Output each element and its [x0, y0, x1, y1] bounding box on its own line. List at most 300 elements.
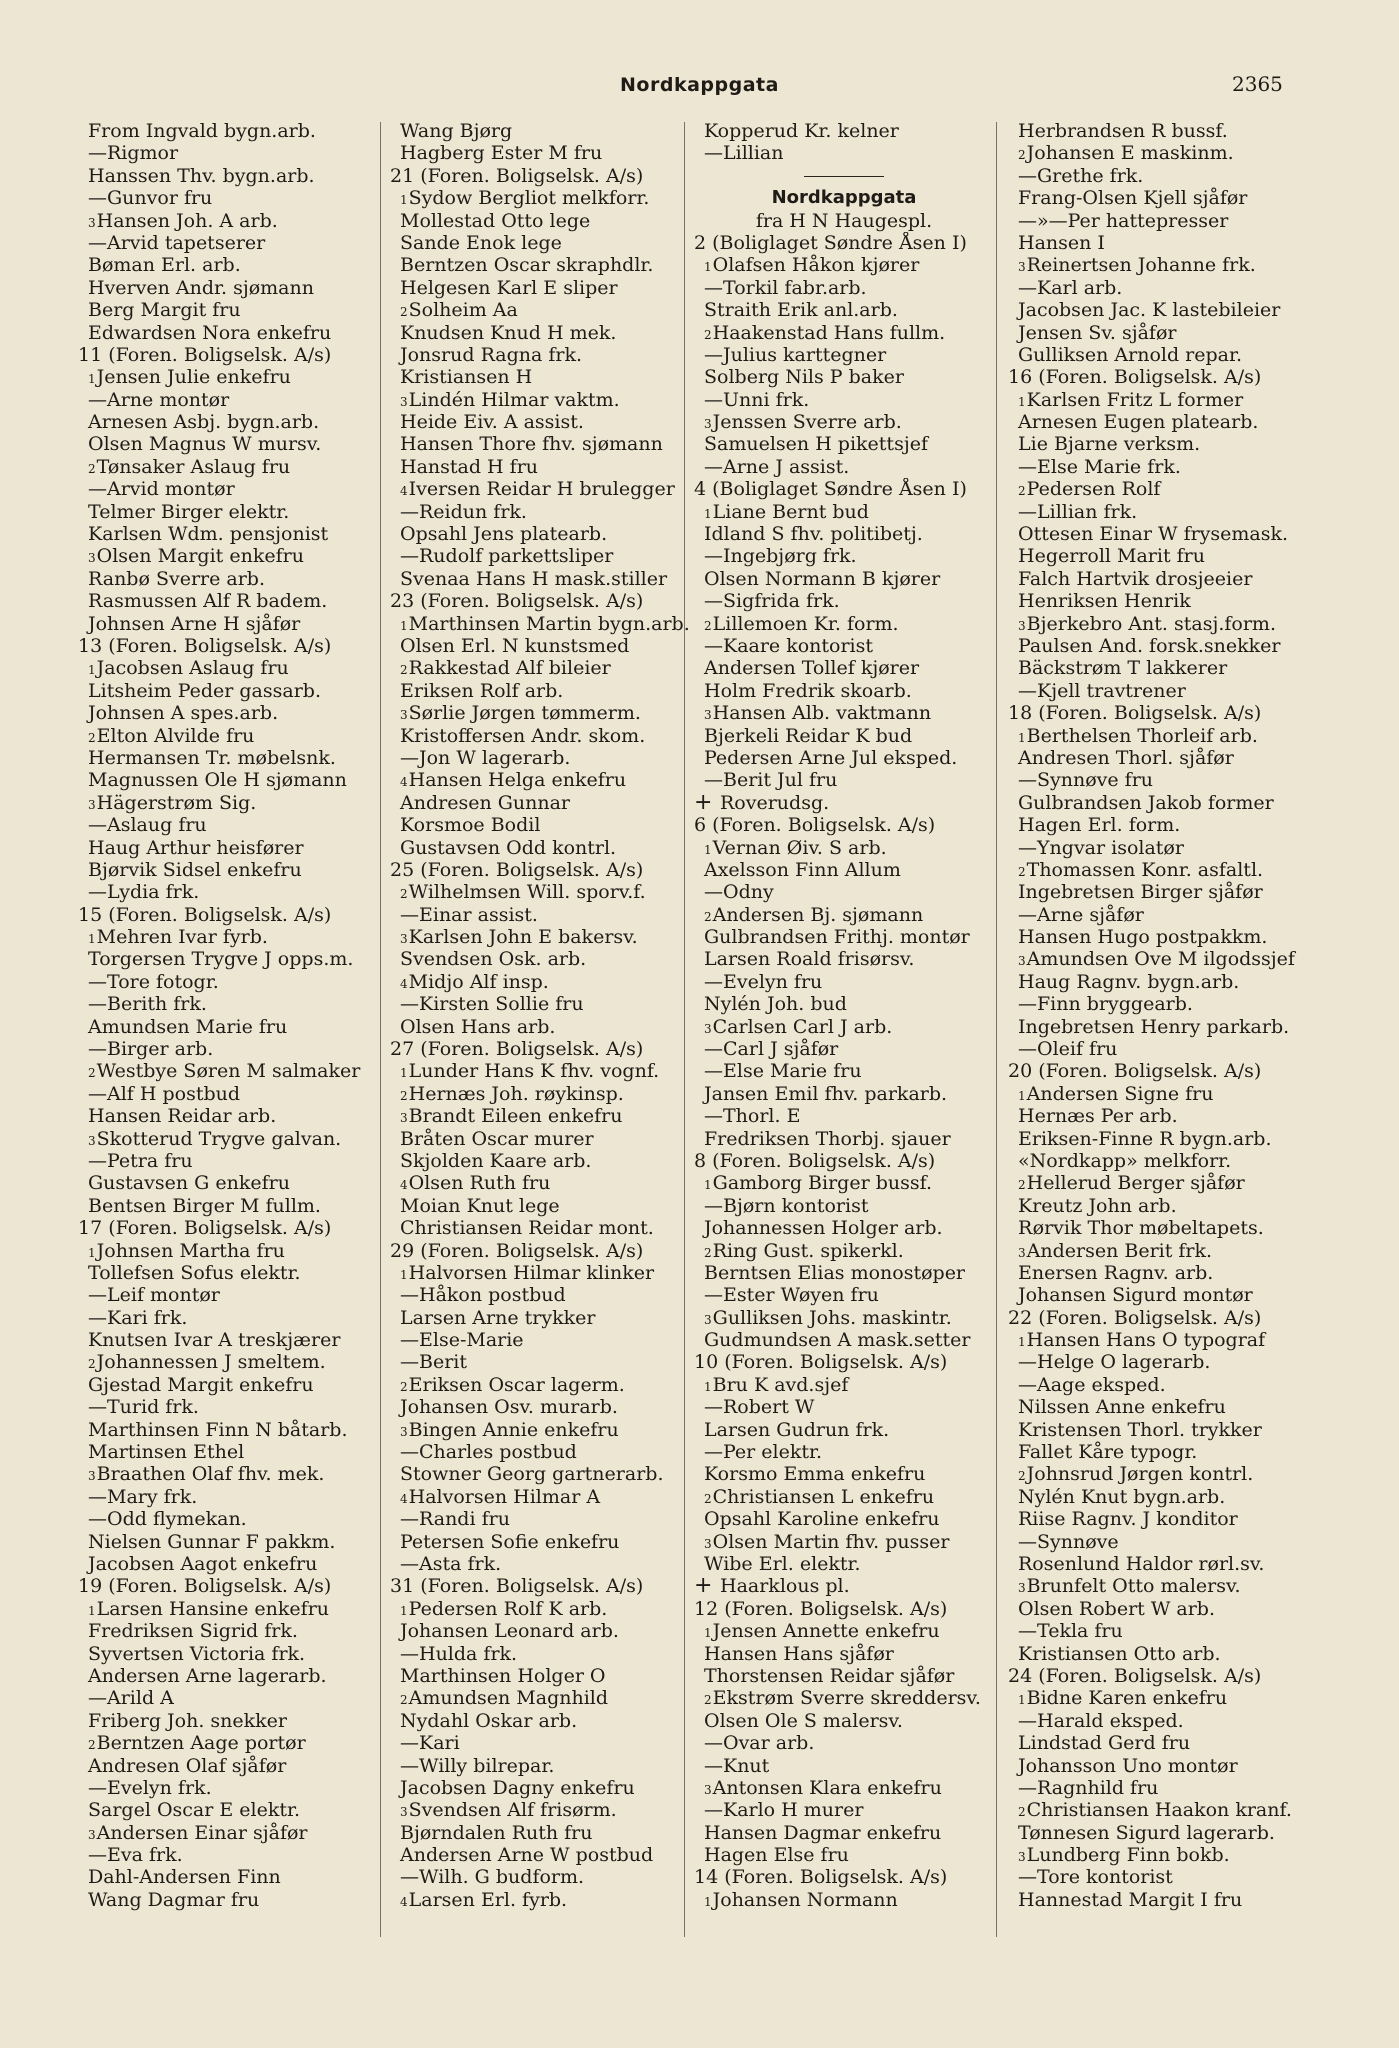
entry-text: —Hulda frk.: [400, 1642, 518, 1665]
entry-text: —Julius karttegner: [704, 343, 887, 366]
entry-text: —Rigmor: [88, 142, 179, 165]
resident-entry: 1 Bidne Karen enkefru: [1018, 1687, 1228, 1710]
entry-text: Gudmundsen A mask.setter: [704, 1329, 971, 1352]
entry-text: Halvorsen Hilmar klinker: [408, 1261, 655, 1284]
resident-entry: 1 Marthinsen Martin bygn.arb.: [400, 612, 690, 635]
resident-entry: [1008, 1105, 1308, 1127]
entry-text: —Grethe frk.: [1018, 164, 1144, 187]
house-entry: [694, 1150, 994, 1172]
house-entry: [78, 1217, 378, 1239]
entry-text: —Alf H postbud: [88, 1082, 241, 1105]
resident-entry: [78, 1419, 378, 1441]
entry-text: Pedersen Arne Jul eksped.: [704, 746, 958, 769]
entry-text: Bingen Annie enkefru: [408, 1418, 619, 1441]
entry-text: —Yngvar isolatør: [1018, 836, 1184, 859]
entry-text: From Ingvald bygn.arb.: [88, 120, 316, 142]
resident-entry: [390, 1508, 690, 1530]
resident-entry: [1008, 568, 1308, 590]
entry-text: —Arne sjåfør: [1018, 903, 1144, 926]
entry-text: —»—Per hattepresser: [1018, 209, 1229, 232]
house-entry: [390, 590, 690, 612]
resident-entry: [1008, 792, 1308, 814]
entry-text: —Turid frk.: [88, 1396, 199, 1419]
entry-text: Herbrandsen R bussf.: [1018, 120, 1228, 142]
resident-entry: [1008, 165, 1308, 187]
resident-entry: [390, 142, 690, 164]
entry-text: Stowner Georg gartnerarb.: [400, 1463, 664, 1486]
resident-entry: 3 Hägerstrøm Sig.: [88, 791, 257, 814]
resident-entry: 4 Midjo Alf insp.: [400, 970, 549, 993]
entry-text: Larsen Hansine enkefru: [96, 1597, 330, 1620]
resident-entry: 2 Pedersen Rolf: [1018, 478, 1161, 501]
resident-entry: [78, 1777, 378, 1799]
entry-text: Axelsson Finn Allum: [704, 858, 901, 881]
entry-text: Haug Ragnv. bygn.arb.: [1018, 970, 1240, 993]
resident-entry: [390, 1822, 690, 1844]
resident-entry: 3 Carlsen Carl J arb.: [704, 1015, 893, 1038]
resident-entry: 2 Berntzen Aage portør: [88, 1732, 306, 1755]
entry-text: Ring Gust. spikerkl.: [712, 1239, 904, 1262]
entry-text: Lie Bjarne verksm.: [1018, 433, 1201, 456]
resident-entry: [390, 1643, 690, 1665]
entry-text: —Wilh. G budform.: [400, 1866, 585, 1889]
resident-entry: [390, 680, 690, 702]
entry-text: —Petra fru: [88, 1149, 193, 1172]
entry-text: Petersen Sofie enkefru: [400, 1530, 620, 1553]
resident-entry: [390, 433, 690, 455]
entry-text: Bøman Erl. arb.: [88, 254, 241, 277]
resident-entry: [1008, 1643, 1308, 1665]
house-entry: [390, 1240, 690, 1262]
resident-entry: [1008, 501, 1308, 523]
resident-entry: [694, 1396, 994, 1418]
entry-text: —Tore fotogr.: [88, 970, 219, 993]
resident-entry: [390, 1844, 690, 1866]
resident-entry: 1 Vernan Øiv. S arb.: [704, 836, 887, 859]
entry-text: Elton Alvilde fru: [96, 724, 255, 747]
entry-text: Knudsen Knud H mek.: [400, 321, 617, 344]
entry-text: Bentsen Birger M fullm.: [88, 1194, 321, 1217]
resident-entry: [390, 1351, 690, 1373]
entry-text: Gulliksen Johs. maskintr.: [712, 1306, 952, 1329]
resident-entry: 2 Rakkestad Alf bileier: [400, 657, 611, 680]
resident-entry: [78, 501, 378, 523]
resident-entry: [694, 971, 994, 993]
resident-entry: 1 Olafsen Håkon kjører: [704, 254, 920, 277]
resident-entry: [1008, 1822, 1308, 1844]
resident-entry: [694, 881, 994, 903]
entry-text: 22 (Foren. Boligselsk. A/s): [1008, 1306, 1262, 1329]
resident-entry: [1008, 1508, 1308, 1530]
entry-text: Fredriksen Thorbj. sjauer: [704, 1127, 951, 1150]
resident-entry: [390, 1665, 690, 1687]
resident-entry: [78, 232, 378, 254]
resident-entry: 3 Amundsen Ove M ilgodssjef: [1018, 948, 1295, 971]
entry-text: Wilhelmsen Will. sporv.f.: [408, 881, 646, 904]
resident-entry: 3 Hansen Joh. A arb.: [88, 209, 278, 232]
resident-entry: [390, 948, 690, 970]
entry-text: —Kjell travtrener: [1018, 679, 1186, 702]
entry-text: Iversen Reidar H brulegger: [408, 478, 675, 501]
resident-entry: [694, 120, 994, 142]
resident-entry: [1008, 1195, 1308, 1217]
entry-text: Larsen Arne trykker: [400, 1306, 596, 1329]
entry-text: Olsen Normann B kjører: [704, 567, 941, 590]
resident-entry: [1008, 1374, 1308, 1396]
entry-text: Friberg Joh. snekker: [88, 1709, 287, 1732]
entry-text: Nydahl Oskar arb.: [400, 1709, 578, 1732]
entry-text: Berntsen Elias monostøper: [704, 1261, 966, 1284]
entry-text: Henriksen Henrik: [1018, 590, 1191, 613]
entry-text: —Arne J assist.: [704, 455, 850, 478]
entry-text: 16 (Foren. Boligselsk. A/s): [1008, 366, 1262, 389]
entry-text: Olafsen Håkon kjører: [712, 254, 920, 277]
entry-text: 8 (Foren. Boligselsk. A/s): [694, 1149, 936, 1172]
entry-text: —Rudolf parkettsliper: [400, 545, 614, 568]
resident-entry: [390, 501, 690, 523]
resident-entry: [694, 366, 994, 388]
entry-text: —Thorl. E: [704, 1105, 801, 1128]
entry-text: 10 (Foren. Boligselsk. A/s): [694, 1351, 948, 1374]
resident-entry: 3 Brandt Eileen enkefru: [400, 1105, 623, 1128]
entry-text: Solberg Nils P baker: [704, 366, 904, 389]
entry-text: 27 (Foren. Boligselsk. A/s): [390, 1038, 644, 1061]
resident-entry: [1008, 1755, 1308, 1777]
cross-street-marker: [694, 792, 994, 814]
resident-entry: [390, 635, 690, 657]
entry-text: Hansen Hans O typograf: [1026, 1329, 1266, 1352]
entry-text: Marthinsen Martin bygn.arb.: [408, 612, 690, 635]
resident-entry: [390, 1866, 690, 1888]
entry-text: —Kari: [400, 1732, 460, 1755]
entry-text: Hanssen Thv. bygn.arb.: [88, 164, 315, 187]
resident-entry: [1008, 1866, 1308, 1888]
entry-text: —Oleif fru: [1018, 1038, 1118, 1061]
resident-entry: [694, 725, 994, 747]
resident-entry: [1008, 1284, 1308, 1306]
entry-text: —Jon W lagerarb.: [400, 746, 571, 769]
resident-entry: 3 Andersen Einar sjåfør: [88, 1821, 308, 1844]
resident-entry: [1008, 1598, 1308, 1620]
entry-text: Jansen Emil fhv. parkarb.: [704, 1082, 948, 1105]
resident-entry: [78, 568, 378, 590]
entry-text: Karlsen John E bakersv.: [408, 926, 638, 949]
resident-entry: 1 Lunder Hans K fhv. vognf.: [400, 1060, 660, 1083]
entry-text: Hansen Reidar arb.: [88, 1105, 277, 1128]
resident-entry: [390, 1217, 690, 1239]
resident-entry: [1008, 322, 1308, 344]
entry-text: Kristensen Thorl. trykker: [1018, 1418, 1262, 1441]
resident-entry: [78, 859, 378, 881]
resident-entry: 2 Johannessen J smeltem.: [88, 1351, 326, 1374]
resident-entry: [1008, 926, 1308, 948]
entry-text: Nylén Knut bygn.arb.: [1018, 1485, 1226, 1508]
entry-text: —Berith frk.: [88, 993, 207, 1016]
resident-entry: [694, 389, 994, 411]
resident-entry: [78, 1374, 378, 1396]
entry-text: —Else Marie fru: [704, 1060, 862, 1083]
resident-entry: [78, 1508, 378, 1530]
entry-text: Marthinsen Finn N båtarb.: [88, 1418, 348, 1441]
entry-text: Jensen Sv. sjåfør: [1018, 321, 1177, 344]
resident-entry: [1008, 680, 1308, 702]
entry-text: Hansen Joh. A arb.: [96, 209, 278, 232]
entry-text: Lundberg Finn bokb.: [1026, 1844, 1230, 1867]
house-entry: [390, 165, 690, 187]
resident-entry: [694, 456, 994, 478]
resident-entry: [78, 1083, 378, 1105]
resident-entry: [694, 1262, 994, 1284]
entry-text: Haakenstad Hans fullm.: [712, 321, 946, 344]
resident-entry: 4 Olsen Ruth fru: [400, 1172, 551, 1195]
resident-entry: 1 Halvorsen Hilmar klinker: [400, 1261, 655, 1284]
resident-entry: [1008, 120, 1308, 142]
entry-text: Mehren Ivar fyrb.: [96, 926, 268, 949]
resident-entry: [78, 1150, 378, 1172]
entry-text: —Mary frk.: [88, 1485, 198, 1508]
resident-entry: 2 Tønsaker Aslaug fru: [88, 455, 291, 478]
entry-text: Karlsen Fritz L former: [1026, 388, 1244, 411]
entry-text: Christiansen Reidar mont.: [400, 1217, 654, 1240]
entry-text: —Robert W: [704, 1396, 815, 1419]
house-entry: [694, 814, 994, 836]
entry-text: 31 (Foren. Boligselsk. A/s): [390, 1575, 644, 1598]
entry-text: Hagen Erl. form.: [1018, 814, 1181, 837]
resident-entry: [694, 1284, 994, 1306]
house-entry: [78, 635, 378, 657]
resident-entry: 3 Bjerkebro Ant. stasj.form.: [1018, 612, 1276, 635]
entry-text: —Arild A: [88, 1687, 174, 1710]
entry-text: Hverven Andr. sjømann: [88, 276, 314, 299]
entry-text: Tollefsen Sofus elektr.: [88, 1261, 301, 1284]
resident-entry: [78, 277, 378, 299]
entry-text: 15 (Foren. Boligselsk. A/s): [78, 903, 332, 926]
resident-entry: [78, 1329, 378, 1351]
resident-entry: 2 Eriksen Oscar lagerm.: [400, 1373, 625, 1396]
entry-text: Andersen Bj. sjømann: [712, 903, 924, 926]
entry-text: Straith Erik anl.arb.: [704, 299, 898, 322]
entry-text: —Randi fru: [400, 1508, 510, 1531]
entry-text: Andresen Thorl. sjåfør: [1018, 746, 1234, 769]
resident-entry: [1008, 747, 1308, 769]
entry-text: Jensen Julie enkefru: [96, 366, 291, 389]
page-header: [0, 74, 1399, 108]
entry-text: Olsen Ruth fru: [408, 1172, 551, 1195]
entry-text: Andersen Arne W postbud: [400, 1844, 654, 1867]
street-heading: [694, 187, 994, 209]
resident-entry: [1008, 1710, 1308, 1732]
entry-text: Sande Enok lege: [400, 231, 562, 254]
resident-entry: 2 Johnsrud Jørgen kontrl.: [1018, 1463, 1254, 1486]
entry-text: —Lydia frk.: [88, 881, 200, 904]
entry-text: —Helge O lagerarb.: [1018, 1351, 1211, 1374]
entry-text: —Lillian: [704, 142, 784, 165]
resident-entry: [1008, 837, 1308, 859]
entry-text: Hannestad Margit I fru: [1018, 1888, 1243, 1911]
resident-entry: [390, 904, 690, 926]
resident-entry: [78, 680, 378, 702]
resident-entry: [78, 1016, 378, 1038]
entry-text: Jacobsen Dagny enkefru: [400, 1776, 635, 1799]
entry-text: —Odny: [704, 881, 774, 904]
resident-entry: [1008, 1351, 1308, 1373]
resident-entry: 3 Braathen Olaf fhv. mek.: [88, 1463, 325, 1486]
resident-entry: [78, 1172, 378, 1194]
resident-entry: 2 Andersen Bj. sjømann: [704, 903, 924, 926]
resident-entry: [1008, 1732, 1308, 1754]
resident-entry: [390, 254, 690, 276]
resident-entry: 2 Christiansen L enkefru: [704, 1485, 935, 1508]
entry-text: Reinertsen Johanne frk.: [1026, 254, 1256, 277]
resident-entry: 2 Ekstrøm Sverre skreddersv.: [704, 1687, 981, 1710]
entry-text: —Tore kontorist: [1018, 1866, 1173, 1889]
entry-text: 14 (Foren. Boligselsk. A/s): [694, 1866, 948, 1889]
resident-entry: [390, 545, 690, 567]
house-entry: [390, 1038, 690, 1060]
entry-text: Andersen Arne lagerarb.: [88, 1664, 327, 1687]
resident-entry: [1008, 1553, 1308, 1575]
entry-text: Lindstad Gerd fru: [1018, 1732, 1191, 1755]
resident-entry: [390, 344, 690, 366]
resident-entry: [78, 971, 378, 993]
page-number: 2365: [1232, 72, 1283, 96]
entry-text: Bjørndalen Ruth fru: [400, 1821, 593, 1844]
entry-text: Skjolden Kaare arb.: [400, 1149, 592, 1172]
entry-text: Holm Fredrik skoarb.: [704, 679, 912, 702]
entry-text: Johnsen Arne H sjåfør: [88, 612, 301, 635]
entry-text: Hansen Hugo postpakkm.: [1018, 926, 1268, 949]
entry-text: Nordkappgata: [771, 187, 917, 209]
resident-entry: [694, 1799, 994, 1821]
resident-entry: [1008, 523, 1308, 545]
resident-entry: [390, 1531, 690, 1553]
resident-entry: 1 Gamborg Birger bussf.: [704, 1172, 932, 1195]
resident-entry: [390, 1441, 690, 1463]
entry-text: Larsen Gudrun frk.: [704, 1418, 890, 1441]
entry-text: Johansen Osv. murarb.: [400, 1396, 618, 1419]
entry-text: Haarklous pl.: [720, 1575, 850, 1598]
entry-text: Jacobsen Jac. K lastebileier: [1018, 299, 1281, 322]
resident-entry: 1 Jensen Annette enkefru: [704, 1620, 940, 1643]
resident-entry: [694, 1508, 994, 1530]
resident-entry: [78, 433, 378, 455]
resident-entry: 3 Skotterud Trygve galvan.: [88, 1127, 342, 1150]
resident-entry: [78, 1396, 378, 1418]
entry-text: Olsen Ole S malersv.: [704, 1709, 903, 1732]
entry-text: Nilssen Anne enkefru: [1018, 1396, 1226, 1419]
resident-entry: [694, 680, 994, 702]
entry-text: Tønsaker Aslaug fru: [96, 455, 291, 478]
entry-text: —Harald eksped.: [1018, 1709, 1184, 1732]
resident-entry: [1008, 590, 1308, 612]
resident-entry: [78, 1710, 378, 1732]
resident-entry: [390, 993, 690, 1015]
entry-text: Berg Margit fru: [88, 299, 241, 322]
directory-column-3: [694, 120, 994, 1911]
entry-text: —Else-Marie: [400, 1329, 524, 1352]
entry-text: Bråten Oscar murer: [400, 1127, 594, 1150]
resident-entry: [78, 1620, 378, 1642]
entry-text: —Ingebjørg frk.: [704, 545, 857, 568]
entry-text: Helgesen Karl E sliper: [400, 276, 618, 299]
resident-entry: [1008, 1441, 1308, 1463]
resident-entry: [1008, 232, 1308, 254]
entry-text: Gulliksen Arnold repar.: [1018, 343, 1243, 366]
resident-entry: 3 Brunfelt Otto malersv.: [1018, 1575, 1241, 1598]
resident-entry: [390, 814, 690, 836]
resident-entry: [694, 1083, 994, 1105]
resident-entry: 3 Andersen Berit frk.: [1018, 1239, 1213, 1262]
resident-entry: 3 Svendsen Alf frisørm.: [400, 1799, 617, 1822]
street-start-note: [694, 210, 994, 232]
resident-entry: [1008, 545, 1308, 567]
entry-text: Bru K avd.sjef: [712, 1373, 849, 1396]
resident-entry: [390, 277, 690, 299]
entry-text: Christiansen Haakon kranf.: [1026, 1799, 1292, 1822]
entry-text: Hansen Dagmar enkefru: [704, 1821, 942, 1844]
entry-text: Olsen Hans arb.: [400, 1015, 556, 1038]
resident-entry: [1008, 210, 1308, 232]
entry-text: —Willy bilrepar.: [400, 1754, 555, 1777]
resident-entry: 1 Bru K avd.sjef: [704, 1373, 849, 1396]
entry-text: Rasmussen Alf R badem.: [88, 590, 328, 613]
resident-entry: [78, 993, 378, 1015]
house-entry: [390, 1575, 690, 1597]
resident-entry: [694, 1665, 994, 1687]
resident-entry: [694, 859, 994, 881]
resident-entry: [78, 165, 378, 187]
entry-text: —Karl arb.: [1018, 276, 1123, 299]
resident-entry: [78, 187, 378, 209]
resident-entry: [390, 411, 690, 433]
resident-entry: [1008, 1486, 1308, 1508]
resident-entry: [694, 1710, 994, 1732]
resident-entry: [1008, 1128, 1308, 1150]
entry-text: —Odd flymekan.: [88, 1508, 247, 1531]
entry-text: Kopperud Kr. kelner: [704, 120, 899, 142]
entry-text: —Torkil fabr.arb.: [704, 276, 867, 299]
resident-entry: 2 Westbye Søren M salmaker: [88, 1060, 361, 1083]
entry-text: Gulbrandsen Frithj. montør: [704, 926, 970, 949]
entry-text: 18 (Foren. Boligselsk. A/s): [1008, 702, 1262, 725]
entry-text: Lunder Hans K fhv. vognf.: [408, 1060, 660, 1083]
resident-entry: [78, 881, 378, 903]
entry-text: Gulbrandsen Jakob former: [1018, 791, 1274, 814]
entry-text: Gustavsen Odd kontrl.: [400, 836, 617, 859]
entry-text: Hansen Helga enkefru: [408, 769, 627, 792]
entry-text: Nielsen Gunnar F pakkm.: [88, 1530, 336, 1553]
house-entry: [78, 904, 378, 926]
house-entry: [1008, 1307, 1308, 1329]
entry-text: Olsen Magnus W mursv.: [88, 433, 322, 456]
resident-entry: [694, 747, 994, 769]
resident-entry: [78, 411, 378, 433]
resident-entry: 1 Karlsen Fritz L former: [1018, 388, 1244, 411]
entry-text: —Aslaug fru: [88, 814, 207, 837]
house-entry: [694, 478, 994, 500]
resident-entry: [78, 1262, 378, 1284]
resident-entry: [1008, 635, 1308, 657]
resident-entry: 3 Bingen Annie enkefru: [400, 1418, 619, 1441]
entry-text: —Bjørn kontorist: [704, 1194, 869, 1217]
entry-text: Eriksen Rolf arb.: [400, 679, 564, 702]
resident-entry: 2 Johansen E maskinm.: [1018, 142, 1234, 165]
resident-entry: 3 Sørlie Jørgen tømmerm.: [400, 702, 641, 725]
entry-text: Thorstensen Reidar sjåfør: [704, 1664, 955, 1687]
column-divider: [380, 122, 381, 1937]
entry-text: «Nordkapp» melkforr.: [1018, 1149, 1232, 1172]
resident-entry: [1008, 1396, 1308, 1418]
